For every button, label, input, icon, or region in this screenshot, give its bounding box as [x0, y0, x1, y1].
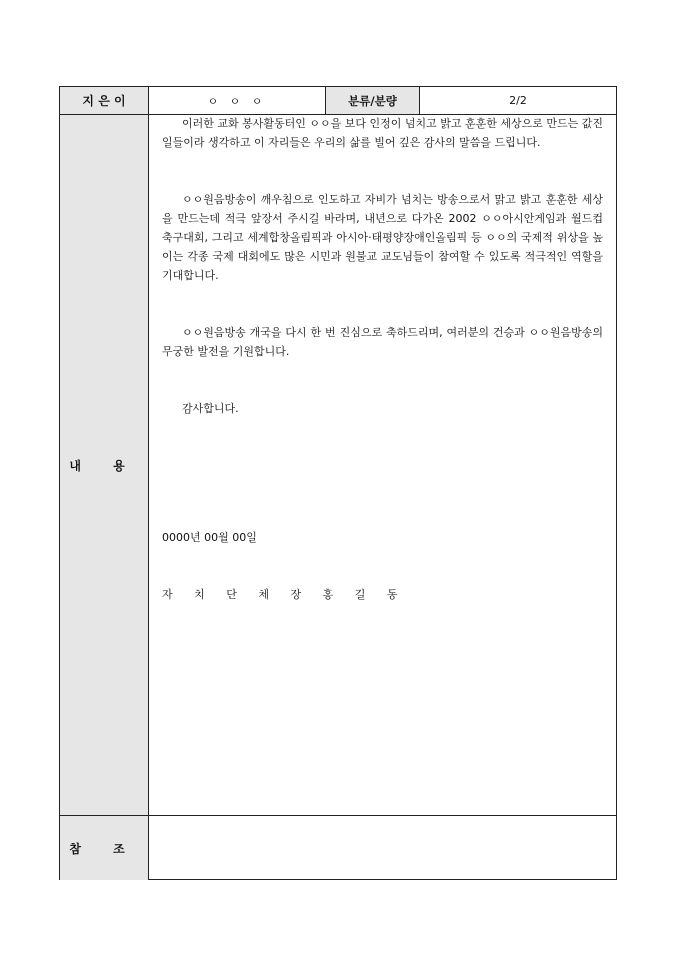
category-label-text: 분류/분량 — [348, 93, 397, 108]
content-body — [149, 115, 616, 815]
category-value — [420, 87, 616, 114]
date-line: 0000년 00월 00일 — [162, 531, 257, 544]
speech-form-table — [59, 86, 617, 880]
paragraph-2: ㅇㅇ원음방송이 깨우침으로 인도하고 자비가 넘치는 방송으로서 맑고 밝고 훈훈한 세상을 만드는데 적극 앞장서 주시길 바라며, 내년으로 다가온 2002 ㅇㅇ아시안게임과 월드컵 축구대회, 그리고 세계합창올림픽과 아시아·태평양장애인올림픽 등 ㅇㅇ의 국제적 위상을 높이는 각종 국제 대회에도 많은 시민과 원불교 교도님들이 참여할 수 있도록 적극적인 역할을 기대합니다. — [162, 193, 603, 282]
paragraph-3: ㅇㅇ원음방송 개국을 다시 한 번 진심으로 축하드리며, 여러분의 건승과 ㅇㅇ원음방송의 무궁한 발전을 기원합니다. — [162, 326, 603, 358]
author-value — [149, 87, 326, 114]
category-label — [326, 87, 420, 114]
reference-row — [60, 816, 616, 880]
reference-label-text: 참 조 — [69, 841, 139, 856]
author-value-text: ㅇ ㅇ ㅇ — [207, 94, 267, 108]
content-label — [60, 115, 149, 815]
category-value-text: 2/2 — [509, 94, 527, 107]
signer-line: 자 치 단 체 장 홍 길 동 — [162, 588, 407, 601]
reference-label — [60, 816, 149, 880]
content-row — [60, 115, 616, 816]
reference-value — [149, 816, 616, 880]
author-label-text: 지 은 이 — [82, 94, 126, 108]
paragraph-1: 이러한 교화 봉사활동터인 ㅇㅇ을 보다 인정이 넘치고 밝고 훈훈한 세상으로 만드는 값진 일들이라 생각하고 이 자리들은 우리의 삶를 빌어 깊은 감사의 말씀을 드립니다. — [162, 117, 603, 149]
paragraph-4: 감사합니다. — [182, 402, 239, 415]
content-label-text: 내 용 — [69, 458, 139, 473]
author-label — [60, 87, 149, 114]
header-row — [60, 87, 616, 115]
